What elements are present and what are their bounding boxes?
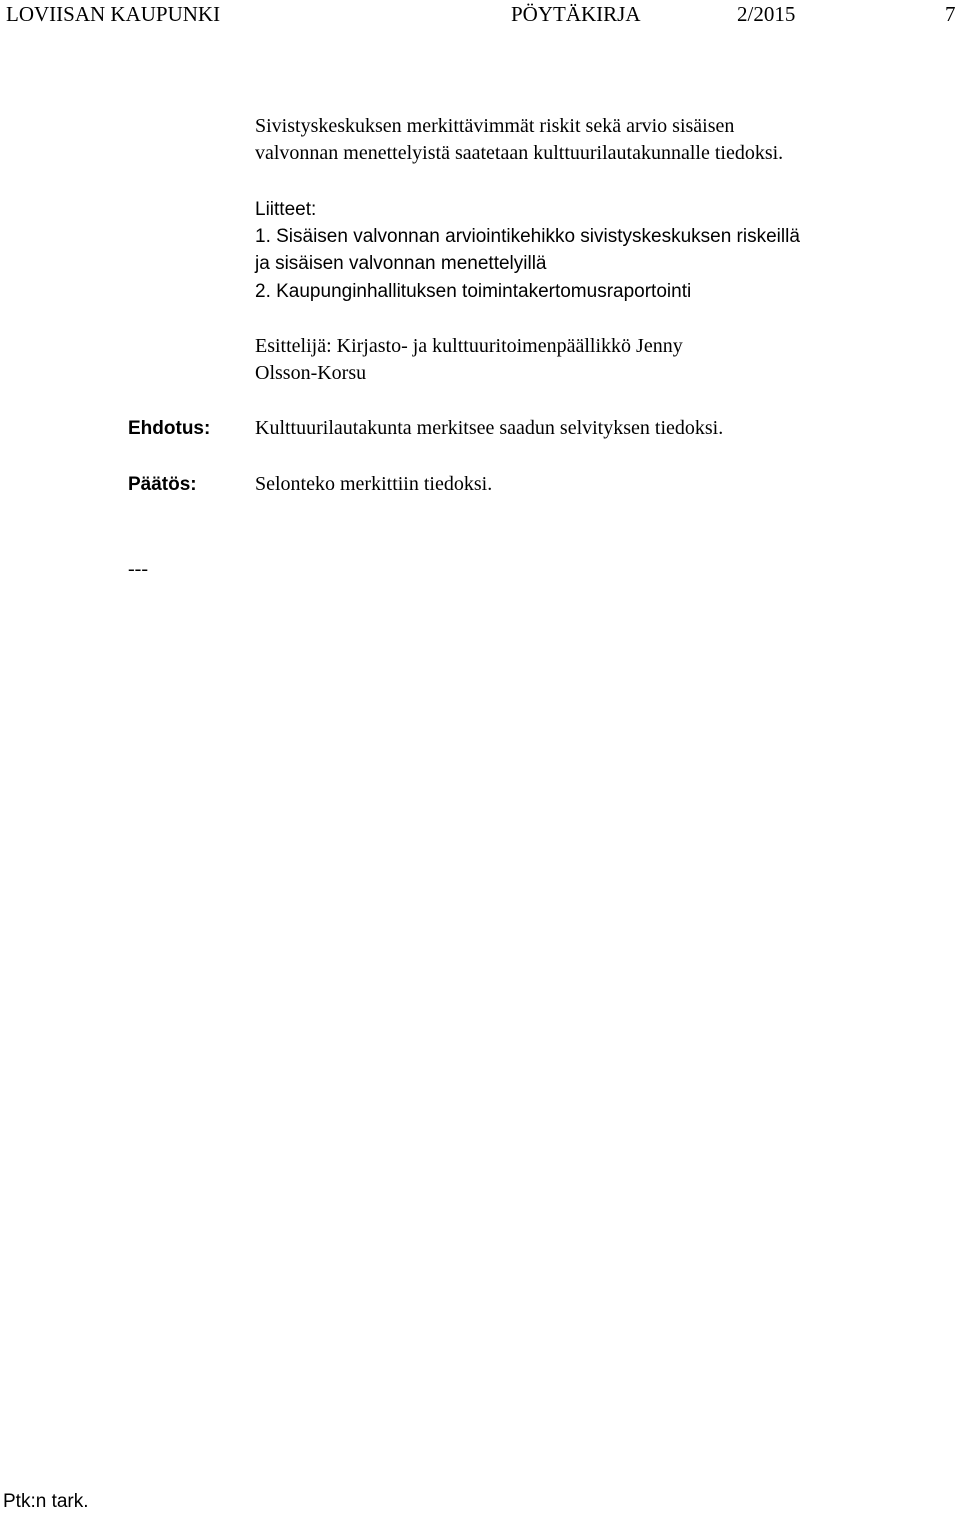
document-type: PÖYTÄKIRJA: [511, 2, 641, 26]
proposal-text: Kulttuurilautakunta merkitsee saadun selvityksen tiedoksi.: [255, 417, 724, 439]
page-number: 7: [945, 2, 956, 26]
organization-name: LOVIISAN KAUPUNKI: [6, 2, 221, 26]
minutes-checked-label: Ptk:n tark.: [3, 1491, 89, 1512]
attachment-2: 2. Kaupunginhallituksen toimintakertomusraportointi: [255, 281, 692, 302]
attachments-heading: Liitteet:: [255, 199, 317, 220]
document-number: 2/2015: [737, 2, 796, 26]
decision-text: Selonteko merkittiin tiedoksi.: [255, 473, 493, 495]
intro-line-1: Sivistyskeskuksen merkittävimmät riskit sekä arvio sisäisen: [255, 115, 735, 137]
presenter-line-2: Olsson-Korsu: [255, 362, 367, 384]
presenter-line-1: Esittelijä: Kirjasto- ja kulttuuritoimenpäällikkö Jenny: [255, 335, 683, 357]
intro-line-2: valvonnan menettelyistä saatetaan kulttuurilautakunnalle tiedoksi.: [255, 142, 784, 164]
section-separator: ---: [128, 558, 148, 580]
page-header: [0, 0, 960, 30]
decision-label: Päätös:: [128, 474, 197, 495]
attachment-1-line-2: ja sisäisen valvonnan menettelyillä: [255, 253, 547, 274]
attachment-1-line-1: 1. Sisäisen valvonnan arviointikehikko sivistyskeskuksen riskeillä: [255, 226, 800, 247]
proposal-label: Ehdotus:: [128, 418, 211, 439]
